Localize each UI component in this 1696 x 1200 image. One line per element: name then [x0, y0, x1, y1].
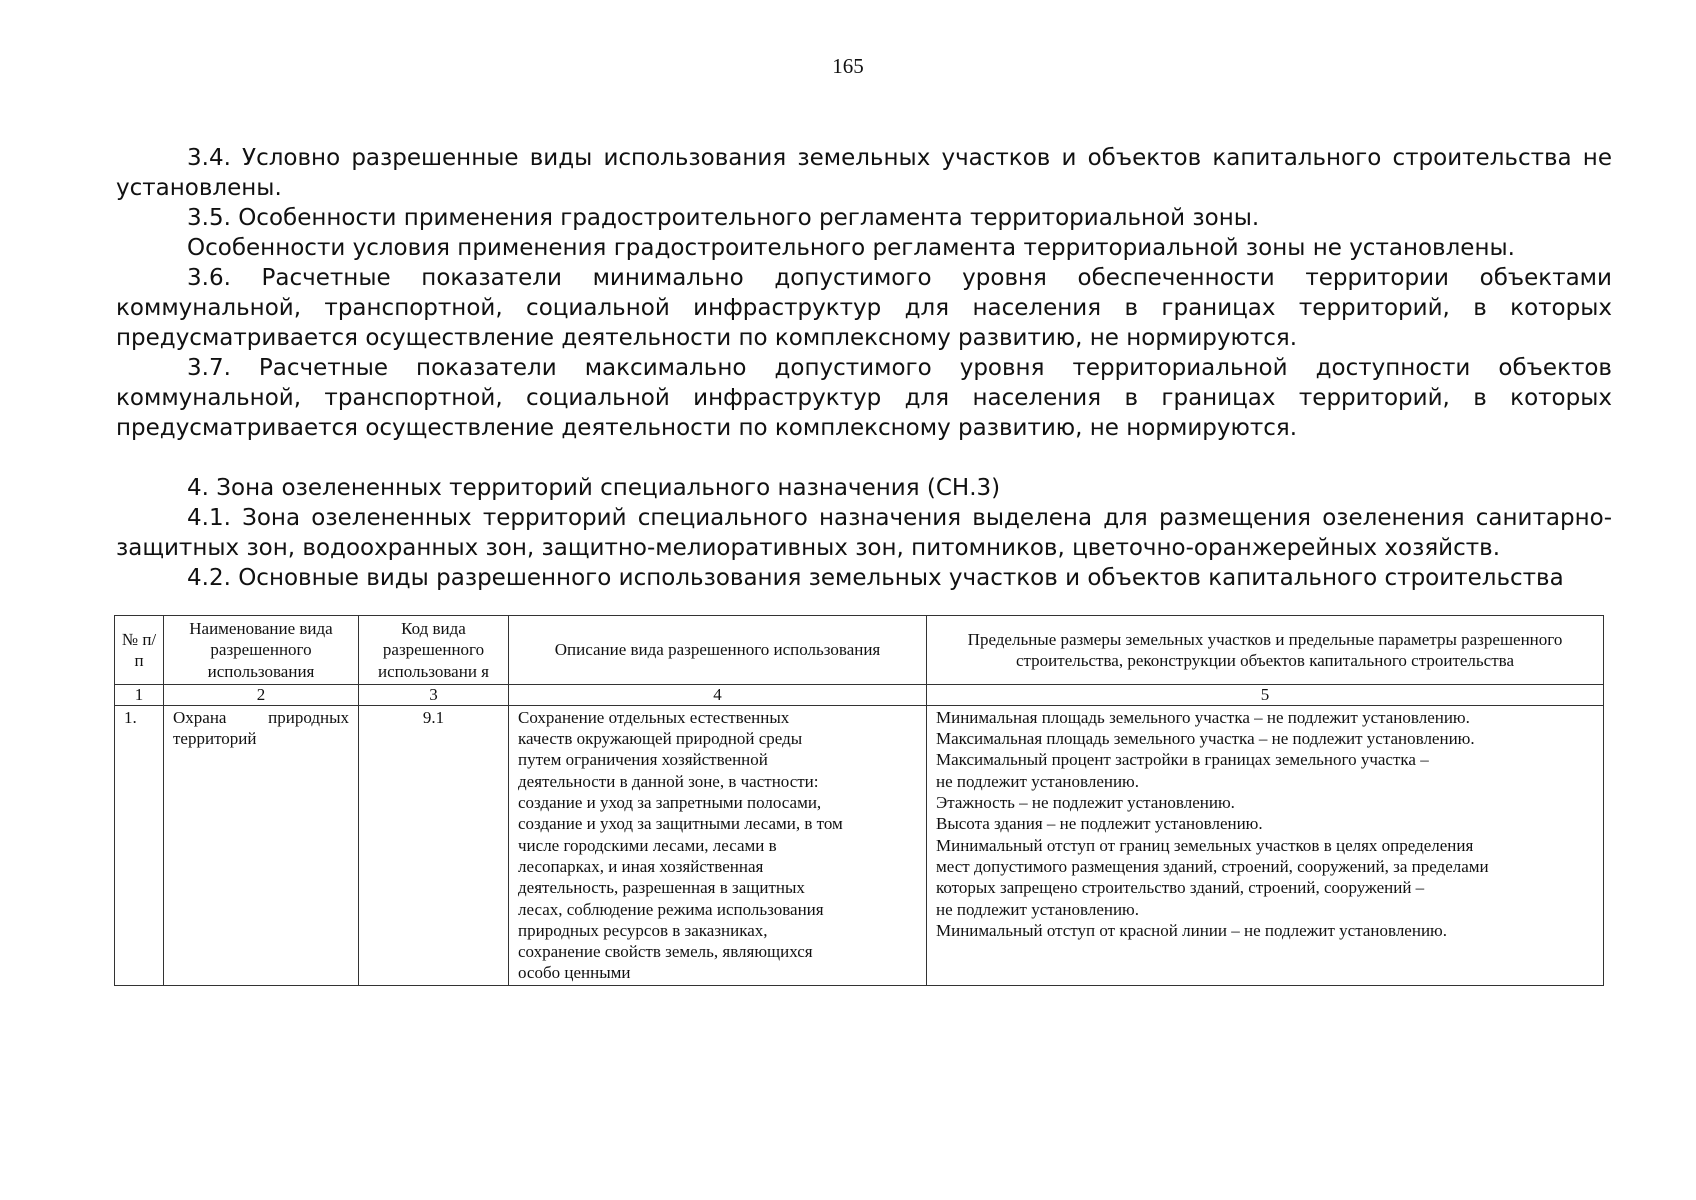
land-use-table [114, 615, 1604, 986]
limits-cell [927, 705, 1604, 985]
description-line: создание и уход за защитными лесами, в том [518, 814, 843, 834]
paragraph-3-5-note: Особенности условия применения градостроительного регламента территориальной зоны не установлены. [187, 235, 1515, 261]
description-line: лесах, соблюдение режима использования [518, 899, 824, 919]
limit-line: Максимальная площадь земельного участка – не подлежит установлению. [936, 729, 1475, 749]
column-number-row [115, 684, 1604, 705]
description-line: природных ресурсов в заказниках, [518, 920, 768, 940]
row-number-cell: 1. [115, 705, 164, 985]
limit-line: Высота здания – не подлежит установлению. [936, 814, 1263, 834]
limit-line: не подлежит установлению. [936, 899, 1140, 919]
limit-line: которых запрещено строительство зданий, строений, сооружений – [936, 878, 1425, 898]
limit-line: Минимальная площадь земельного участка – не подлежит установлению. [936, 707, 1470, 727]
column-number: 5 [927, 684, 1604, 705]
section-heading-4: 4. Зона озелененных территорий специального назначения (СН.3) [187, 475, 1001, 501]
description-line: деятельности в данной зоне, в частности: [518, 771, 819, 791]
description-line: создание и уход за запретными полосами, [518, 793, 822, 813]
document-body [116, 143, 1612, 593]
page-number: 165 [832, 54, 864, 78]
limit-line: не подлежит установлению. [936, 771, 1140, 791]
limit-line: мест допустимого размещения зданий, строений, сооружений, за пределами [936, 856, 1489, 876]
description-line: Сохранение отдельных естественных [518, 707, 790, 727]
header-use-description: Описание вида разрешенного использования [509, 616, 927, 685]
section-spacer [116, 443, 1612, 473]
limit-line: Максимальный процент застройки в границах земельного участка – [936, 750, 1429, 770]
paragraph-3-7: 3.7. Расчетные показатели максимально допустимого уровня территориальной доступности объектов коммунальной, транспортной, социальной инфраструктур для населения в границах территорий, в которых предусматривается осуществление деятельности по комплексному развитию, не нормируются. [116, 355, 1612, 441]
limit-line: Этажность – не подлежит установлению. [936, 793, 1235, 813]
description-line: сохранение свойств земель, являющихся [518, 942, 813, 962]
limit-line: Минимальный отступ от границ земельных участков в целях определения [936, 835, 1474, 855]
column-number: 2 [164, 684, 359, 705]
table-header-row [115, 616, 1604, 685]
use-name-cell: Охрана природных территорий [164, 705, 359, 985]
column-number: 3 [359, 684, 509, 705]
paragraph-3-4: 3.4. Условно разрешенные виды использования земельных участков и объектов капитального строительства не установлены. [116, 145, 1612, 201]
use-description-cell [509, 705, 927, 985]
header-number: № п/ п [115, 616, 164, 685]
description-line: числе городскими лесами, лесами в [518, 835, 777, 855]
table-row [115, 705, 1604, 985]
paragraph-4-1: 4.1. Зона озелененных территорий специального назначения выделена для размещения озеленения санитарно-защитных зон, водоохранных зон, защитно-мелиоративных зон, питомников, цветочно-оранжерейных хозяйств. [116, 505, 1612, 561]
column-number: 1 [115, 684, 164, 705]
header-use-code: Код вида разрешенного использовани я [359, 616, 509, 685]
column-number: 4 [509, 684, 927, 705]
paragraph-4-2: 4.2. Основные виды разрешенного использования земельных участков и объектов капитального строительства [187, 565, 1564, 591]
description-line: лесопарках, и иная хозяйственная [518, 856, 764, 876]
description-line: особо ценными [518, 963, 631, 983]
paragraph-3-6: 3.6. Расчетные показатели минимально допустимого уровня обеспеченности территории объектами коммунальной, транспортной, социальной инфраструктур для населения в границах территорий, в которых предусматривается осуществление деятельности по комплексному развитию, не нормируются. [116, 265, 1612, 351]
description-line: качеств окружающей природной среды [518, 729, 803, 749]
use-code-cell: 9.1 [359, 705, 509, 985]
header-limits: Предельные размеры земельных участков и предельные параметры разрешенного строительства, реконструкции объектов капитального строительства [927, 616, 1604, 685]
description-line: путем ограничения хозяйственной [518, 750, 768, 770]
limit-line: Минимальный отступ от красной линии – не подлежит установлению. [936, 920, 1447, 940]
header-use-name: Наименование вида разрешенного использования [164, 616, 359, 685]
paragraph-3-5: 3.5. Особенности применения градостроительного регламента территориальной зоны. [187, 205, 1260, 231]
description-line: деятельность, разрешенная в защитных [518, 878, 805, 898]
